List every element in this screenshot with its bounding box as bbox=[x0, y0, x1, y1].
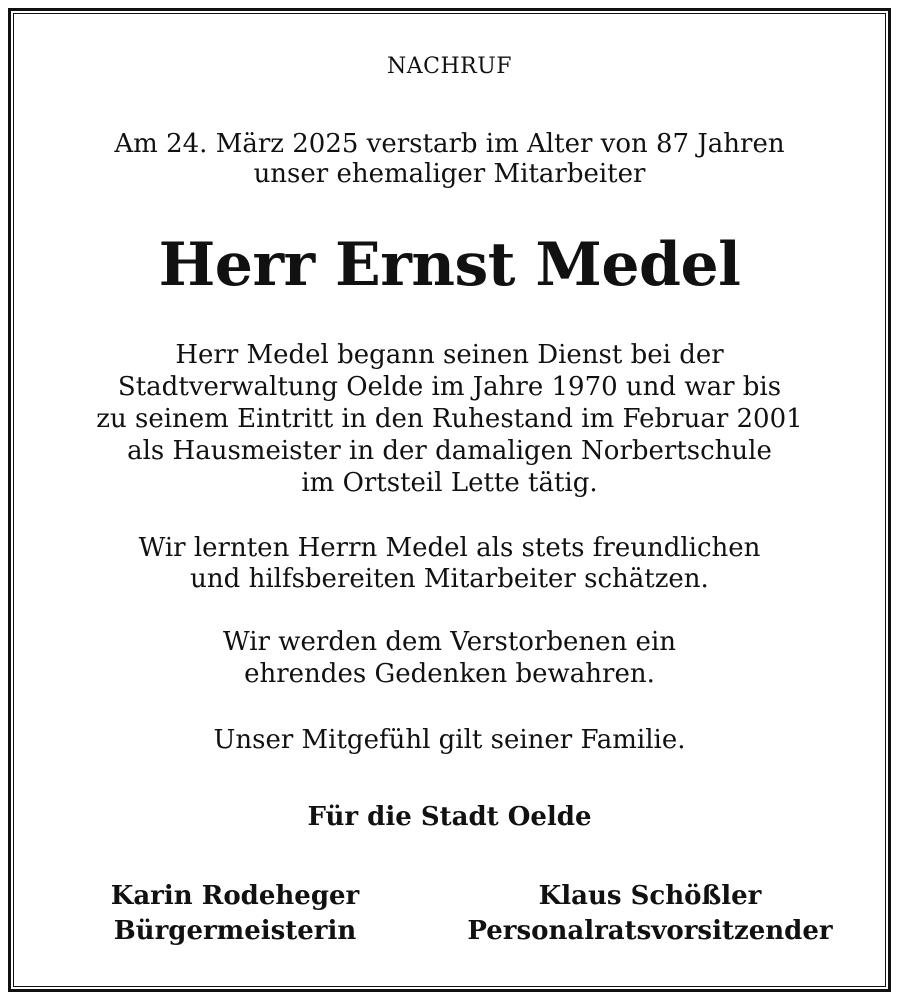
signatory-1-name: Karin Rodeheger bbox=[110, 881, 360, 911]
appreciation-line-1: Wir lernten Herrn Medel als stets freundlichen bbox=[138, 533, 761, 563]
remembrance-line-1: Wir werden dem Verstorbenen ein bbox=[222, 627, 677, 657]
career-line-1: Herr Medel begann seinen Dienst bei der bbox=[175, 340, 724, 370]
condolence-line: Unser Mitgefühl gilt seiner Familie. bbox=[213, 725, 686, 755]
deceased-name: Herr Ernst Medel bbox=[158, 230, 741, 300]
career-line-3: zu seinem Eintritt in den Ruhestand im Februar 2001 bbox=[96, 404, 803, 434]
career-line-5: im Ortsteil Lette tätig. bbox=[301, 468, 598, 498]
career-line-4: als Hausmeister in der damaligen Norbertschule bbox=[127, 436, 772, 466]
intro-line-1: Am 24. März 2025 verstarb im Alter von 87 Jahren bbox=[114, 129, 785, 159]
signatory-2-name: Klaus Schößler bbox=[538, 881, 762, 911]
notice-heading: NACHRUF bbox=[386, 54, 513, 79]
signatory-1-title: Bürgermeisterin bbox=[113, 916, 357, 946]
appreciation-line-2: und hilfsbereiten Mitarbeiter schätzen. bbox=[190, 564, 709, 594]
remembrance-line-2: ehrendes Gedenken bewahren. bbox=[244, 659, 655, 689]
on-behalf-line: Für die Stadt Oelde bbox=[307, 802, 592, 832]
intro-line-2: unser ehemaliger Mitarbeiter bbox=[253, 159, 646, 189]
career-line-2: Stadtverwaltung Oelde im Jahre 1970 und war bis bbox=[117, 372, 782, 402]
signatory-2-title: Personalratsvorsitzender bbox=[467, 916, 833, 946]
